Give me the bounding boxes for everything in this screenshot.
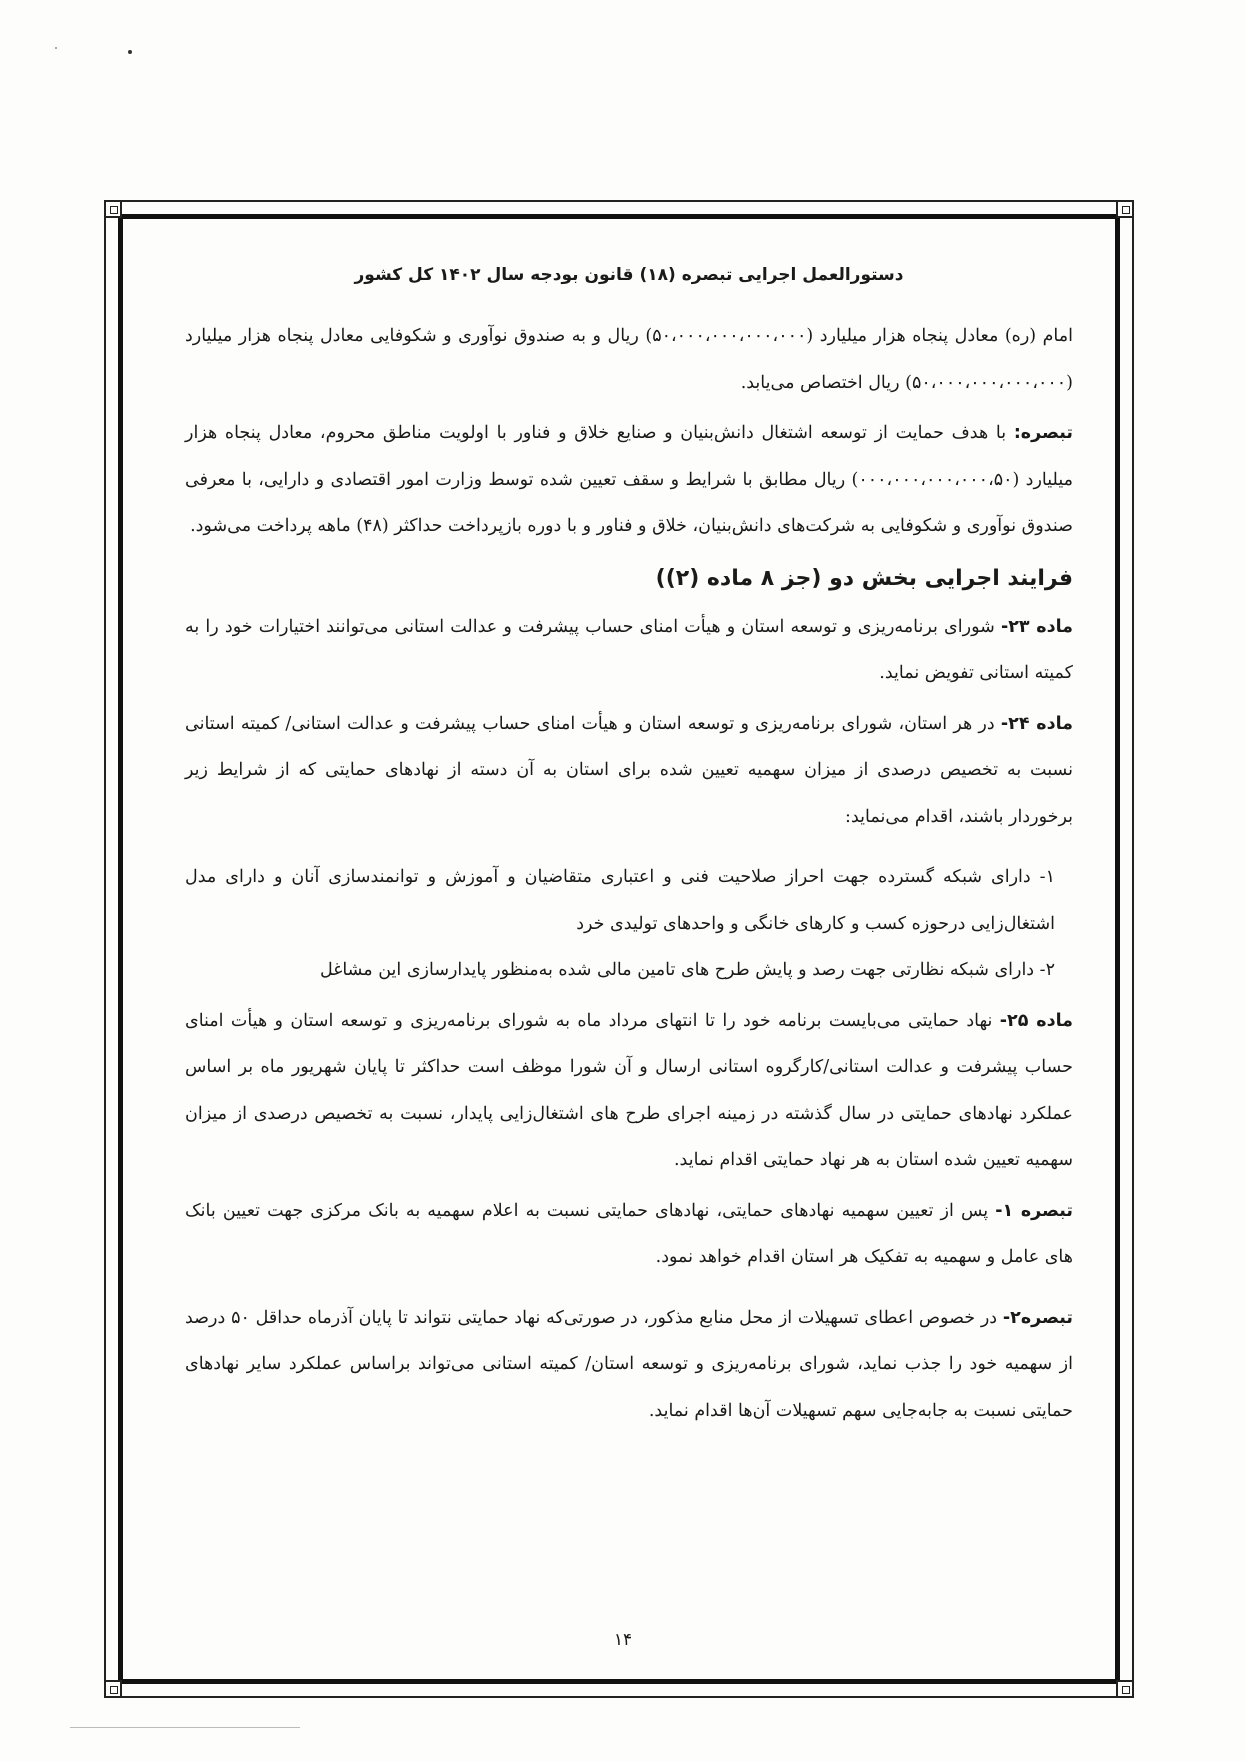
note-2-text: در خصوص اعطای تسهیلات از محل منابع مذکور، در صورتی‌که نهاد حمایتی نتواند تا پایان آذرماه حداقل ۵۰ درصد از سهمیه خود را جذب نماید، شورای برنامه‌ریزی و توسعه استان/ کمیته استانی می‌تواند براساس عملکرد سایر نهادهای حمایتی نسبت به جابه‌جایی سهم تسهیلات آن‌ها اقدام نماید.	[185, 1307, 1073, 1421]
border-corner-ornament	[104, 200, 122, 218]
border-corner-ornament	[104, 1680, 122, 1698]
article-24-text: در هر استان، شورای برنامه‌ریزی و توسعه استان و هیأت امنای حساب پیشرفت و عدالت استانی/ کمیته استانی نسبت به تخصیص درصدی از میزان سهمیه تعیین شده برای استان به آن دسته از نهادهای حمایتی که از شرایط زیر برخوردار باشند، اقدام می‌نماید:	[185, 713, 1073, 827]
article-25-text: نهاد حمایتی می‌بایست برنامه خود را تا انتهای مرداد ماه به شورای برنامه‌ریزی و توسعه استان و هیأت امنای حساب پیشرفت و عدالت استانی/کارگروه استانی ارسال و آن شورا موظف است حداکثر تا پایان شهریور ماه بر اساس عملکرد نهادهای حمایتی در سال گذشته در زمینه اجرای طرح های اشتغال‌زایی پایدار، نسبت به تخصیص درصدی از میزان سهمیه تعیین شده استان به هر نهاد حمایتی اقدام نماید.	[185, 1010, 1073, 1170]
article-25	[185, 998, 1073, 1184]
scan-edge-line	[70, 1727, 300, 1728]
article-23	[185, 604, 1073, 697]
border-corner-ornament	[1116, 1680, 1134, 1698]
note-2-label: تبصره۲-	[1002, 1307, 1073, 1328]
article-23-label: ماده ۲۳-	[1000, 616, 1074, 637]
note-paragraph	[185, 410, 1073, 550]
scan-speck	[55, 47, 57, 49]
document-header: دستورالعمل اجرایی تبصره (۱۸) قانون بودجه سال ۱۴۰۲ کل کشور	[354, 265, 904, 285]
article-25-label: ماده ۲۵-	[999, 1010, 1073, 1031]
note-text: با هدف حمایت از توسعه اشتغال دانش‌بنیان و صنایع خلاق و فناور با اولویت مناطق محروم، معادل پنجاه هزار میلیارد (۰۰۰،۰۰۰،۰۰۰،۰۰۰،۵۰) ریال مطابق با شرایط و سقف تعیین شده توسط وزارت امور اقتصادی و دارایی، با معرفی صندوق نوآوری و شکوفایی به شرکت‌های دانش‌بنیان، خلاق و فناور و با دوره بازپرداخت حداکثر (۴۸) ماهه پرداخت می‌شود.	[185, 423, 1073, 536]
article-24	[185, 701, 1073, 841]
article-23-text: شورای برنامه‌ریزی و توسعه استان و هیأت امنای حساب پیشرفت و عدالت استانی می‌توانند اختیارات خود را به کمیته استانی تفویض نماید.	[185, 616, 1073, 683]
list-item: ۱- دارای شبکه گسترده جهت احراز صلاحیت فنی و اعتباری متقاضیان و آموزش و توانمندسازی آنان و دارای مدل اشتغال‌زایی درحوزه کسب و کارهای خانگی و واحدهای تولیدی خرد	[185, 867, 1055, 934]
border-corner-ornament	[1116, 200, 1134, 218]
section-title: فرایند اجرایی بخش دو (جز ۸ ماده (۲))	[655, 565, 1073, 591]
scan-dot	[128, 50, 132, 54]
note-label: تبصره:	[1013, 423, 1073, 443]
article-24-label: ماده ۲۴-	[1000, 713, 1073, 734]
note-2-paragraph	[185, 1295, 1073, 1435]
document-body	[185, 255, 1073, 1434]
list-item: ۲- دارای شبکه نظارتی جهت رصد و پایش طرح های تامین مالی شده به‌منظور پایدارسازی این مشاغل	[319, 960, 1055, 980]
page-number: ۱۴	[613, 1630, 633, 1650]
note-1-label: تبصره ۱-	[995, 1200, 1073, 1221]
note-1-paragraph	[185, 1188, 1073, 1281]
intro-paragraph: امام (ره) معادل پنجاه هزار میلیارد (۵۰،۰۰۰،۰۰۰،۰۰۰،۰۰۰) ریال و به صندوق نوآوری و شکوفایی معادل پنجاه هزار میلیارد (۵۰،۰۰۰،۰۰۰،۰۰۰،۰۰۰) ریال اختصاص می‌یابد.	[185, 326, 1073, 393]
note-1-text: پس از تعیین سهمیه نهادهای حمایتی، نهادهای حمایتی نسبت به اعلام سهمیه به بانک مرکزی جهت تعیین بانک های عامل و سهمیه به تفکیک هر استان اقدام خواهد نمود.	[185, 1200, 1073, 1267]
